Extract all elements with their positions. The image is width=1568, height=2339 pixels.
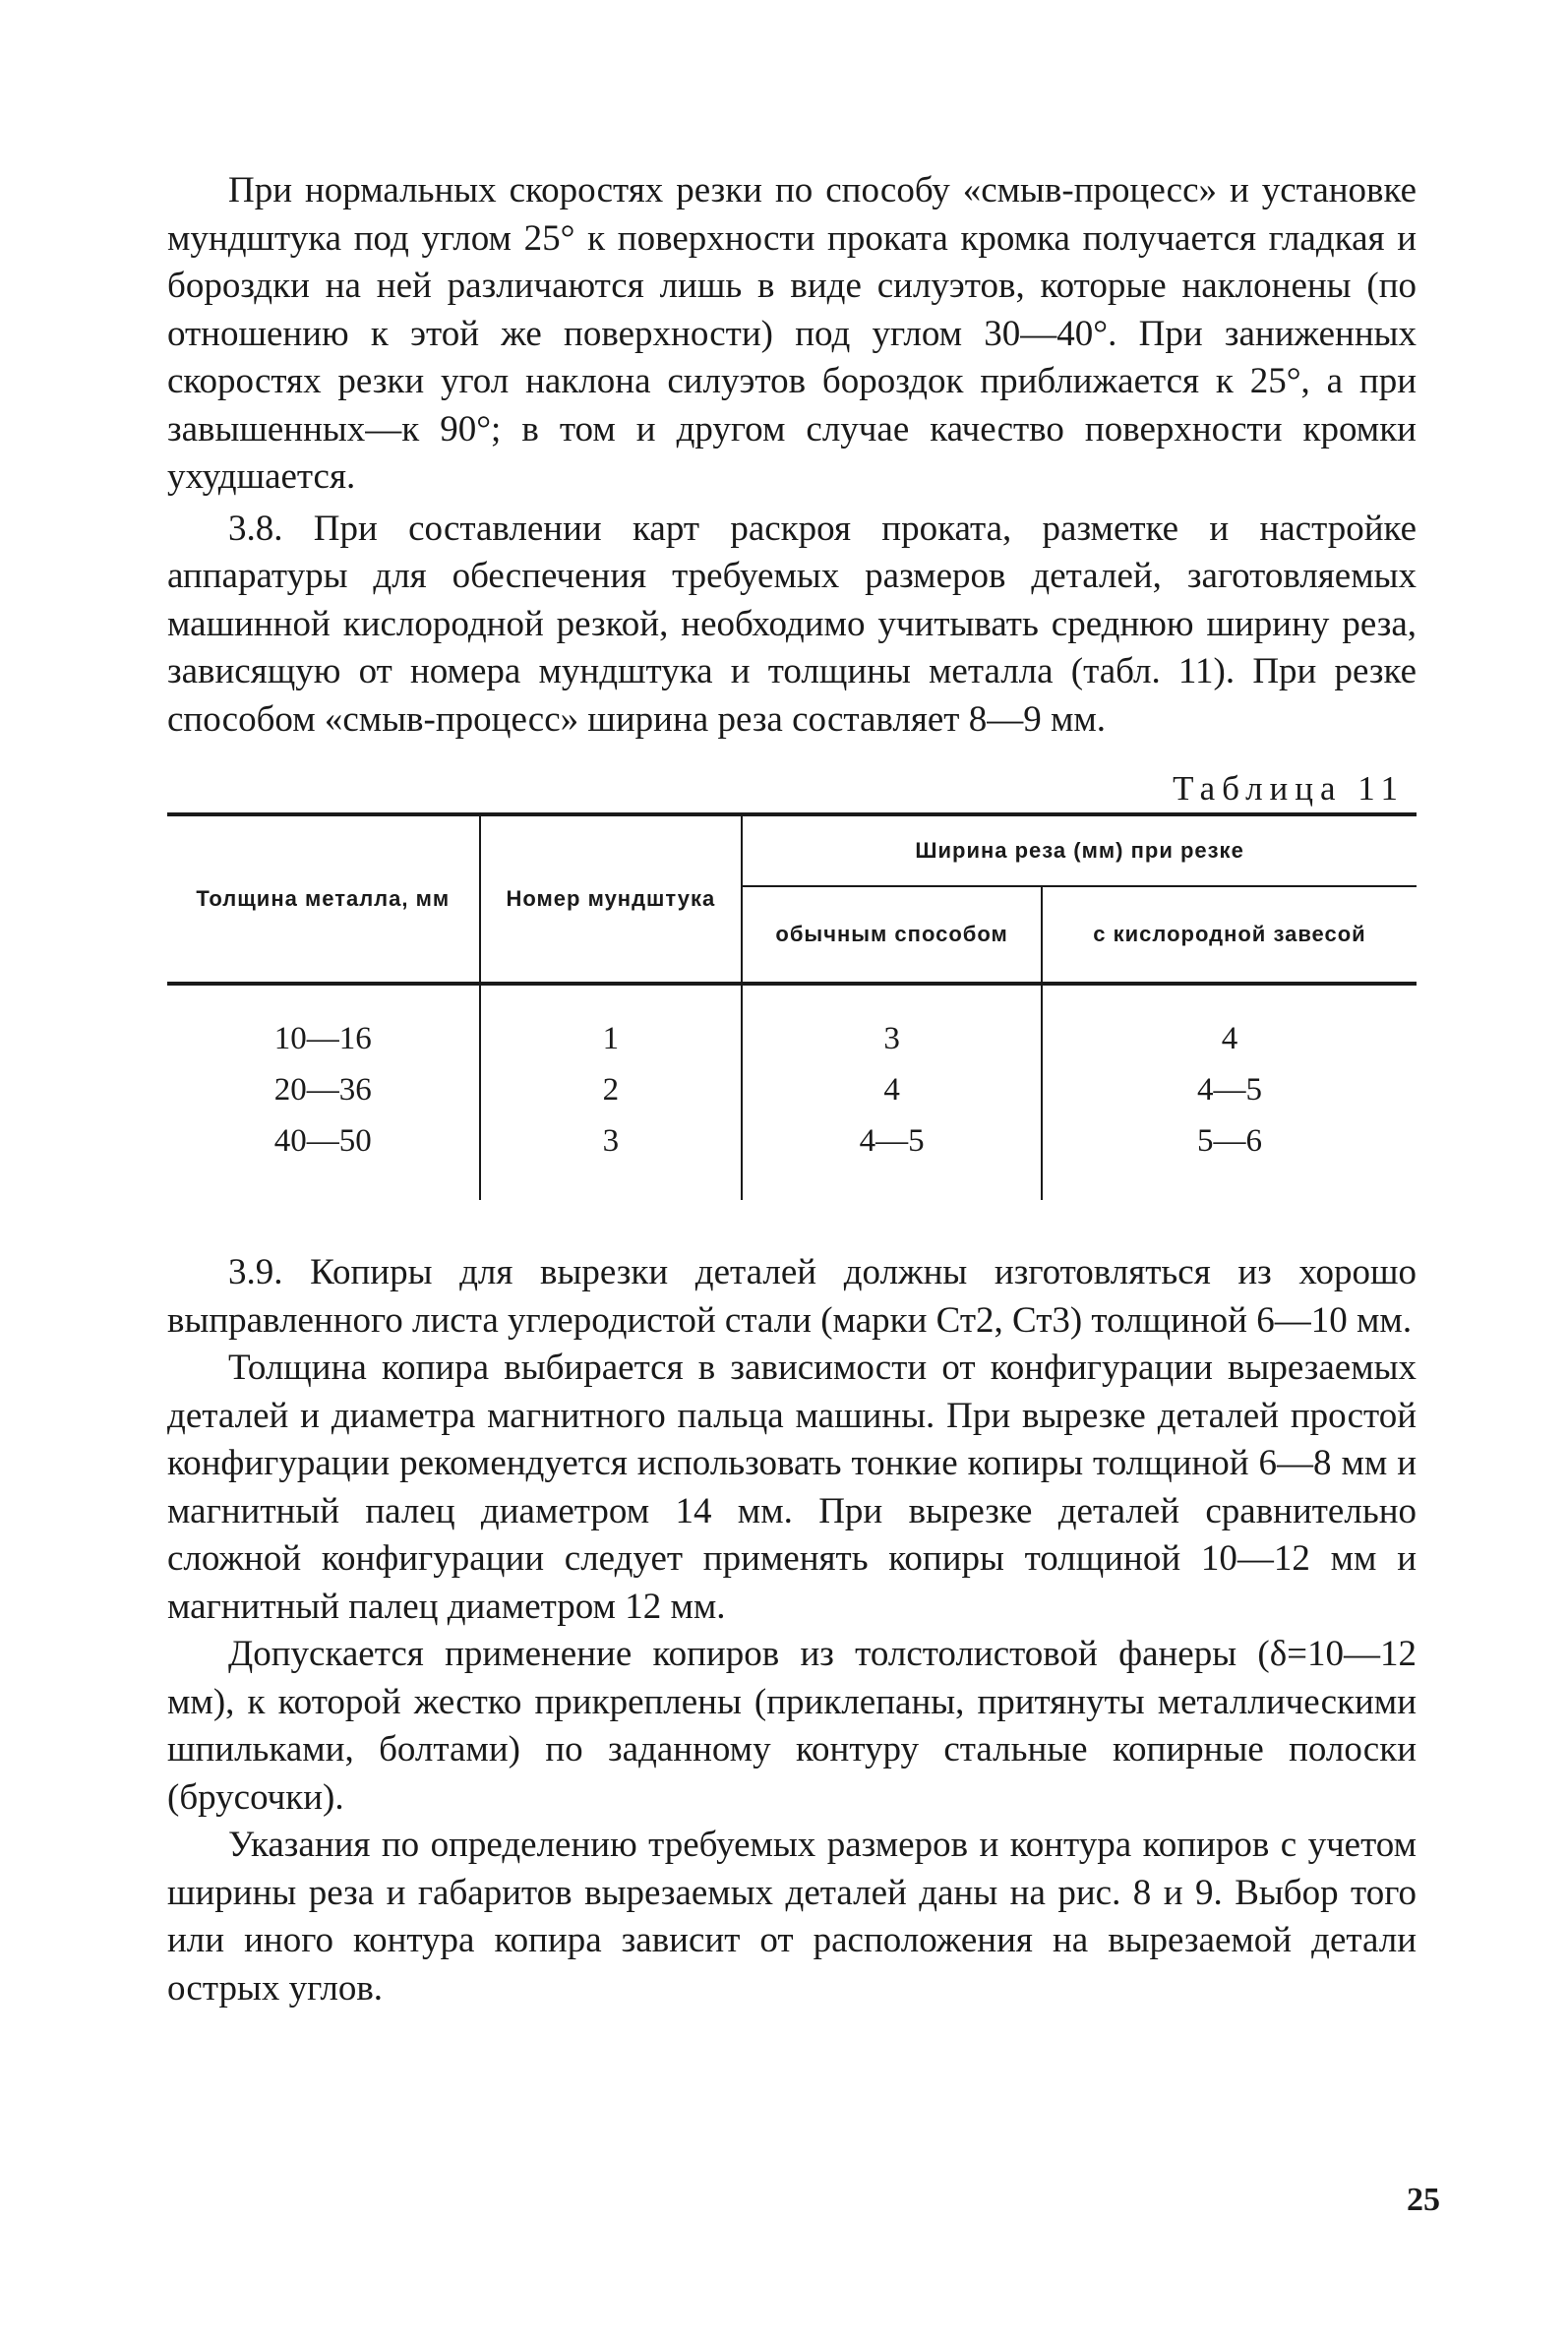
cell-nozzle: 3 (480, 1115, 743, 1200)
cell-usual: 4—5 (742, 1115, 1042, 1200)
page-number: 25 (1407, 2182, 1440, 2218)
cell-nozzle: 1 (480, 984, 743, 1064)
cell-usual: 4 (742, 1064, 1042, 1115)
header-thickness: Толщина металла, мм (167, 814, 480, 984)
cell-curtain: 4—5 (1042, 1064, 1417, 1115)
cell-thickness: 20—36 (273, 1071, 372, 1108)
cell-thickness: 40—50 (273, 1122, 372, 1159)
paragraph-copier-contour: Указания по определению требуемых размеров и контура копиров с учетом ширины реза и габаритов вырезаемых деталей даны на рис. 8 и 9. Выбор того или иного контура копира зависит от расположения на вырезаемой детали острых углов. (167, 1825, 1417, 2009)
cell-curtain: 5—6 (1042, 1115, 1417, 1200)
table-row (167, 1115, 1417, 1200)
cell-nozzle: 2 (480, 1064, 743, 1115)
table-caption: Таблица 11 (1173, 769, 1405, 808)
cut-width-table (167, 812, 1417, 1200)
paragraph-copier-thickness: Толщина копира выбирается в зависимости от конфигурации вырезаемых деталей и диаметра магнитного пальца машины. При вырезке деталей простой конфигурации рекомендуется использовать тонкие копиры толщиной 6—8 мм и магнитный палец диаметром 14 мм. При вырезке деталей сравнительно сложной конфигурации следует применять копиры толщиной 10—12 мм и магнитный палец диаметром 12 мм. (167, 1348, 1417, 1627)
cell-usual: 3 (742, 984, 1042, 1064)
table-row (167, 984, 1417, 1064)
page-content (167, 167, 1417, 2012)
table-row (167, 1064, 1417, 1115)
paragraph-3-9: 3.9. Копиры для вырезки деталей должны изготовляться из хорошо выправленного листа углеродистой стали (марки Ст2, Ст3) толщиной 6—10 мм. (167, 1252, 1417, 1341)
cell-thickness: 10—16 (273, 1020, 372, 1056)
paragraph-plywood-copiers: Допускается применение копиров из толстолистовой фанеры (δ=10—12 мм), к которой жестко прикреплены (приклепаны, притянуты металлическими шпильками, болтами) по заданному контуру стальные копирные полоски (брусочки). (167, 1634, 1417, 1818)
header-usual-method: обычным способом (742, 886, 1042, 984)
header-oxygen-curtain: с кислородной завесой (1042, 886, 1417, 984)
paragraph-3-8: 3.8. При составлении карт раскроя проката, разметке и настройке аппаратуры для обеспечения требуемых размеров деталей, заготовляемых машинной кислородной резкой, необходимо учитывать среднюю ширину реза, зависящую от номера мундштука и толщины металла (табл. 11). При резке способом «смыв-процесс» ширина реза составляет 8—9 мм. (167, 508, 1417, 740)
paragraph-cutting-speed: При нормальных скоростях резки по способу «смыв-процесс» и установке мундштука под углом 25° к поверхности проката кромка получается гладкая и бороздки на ней различаются лишь в виде силуэтов, которые наклонены (по отношению к этой же поверхности) под углом 30—40°. При заниженных скоростях резки угол наклона силуэтов бороздок приближается к 25°, а при завышенных—к 90°; в том и другом случае качество поверхности кромки ухудшается. (167, 170, 1417, 497)
header-nozzle: Номер мундштука (480, 814, 743, 984)
header-cut-width-group: Ширина реза (мм) при резке (742, 814, 1417, 886)
cell-curtain: 4 (1042, 984, 1417, 1064)
